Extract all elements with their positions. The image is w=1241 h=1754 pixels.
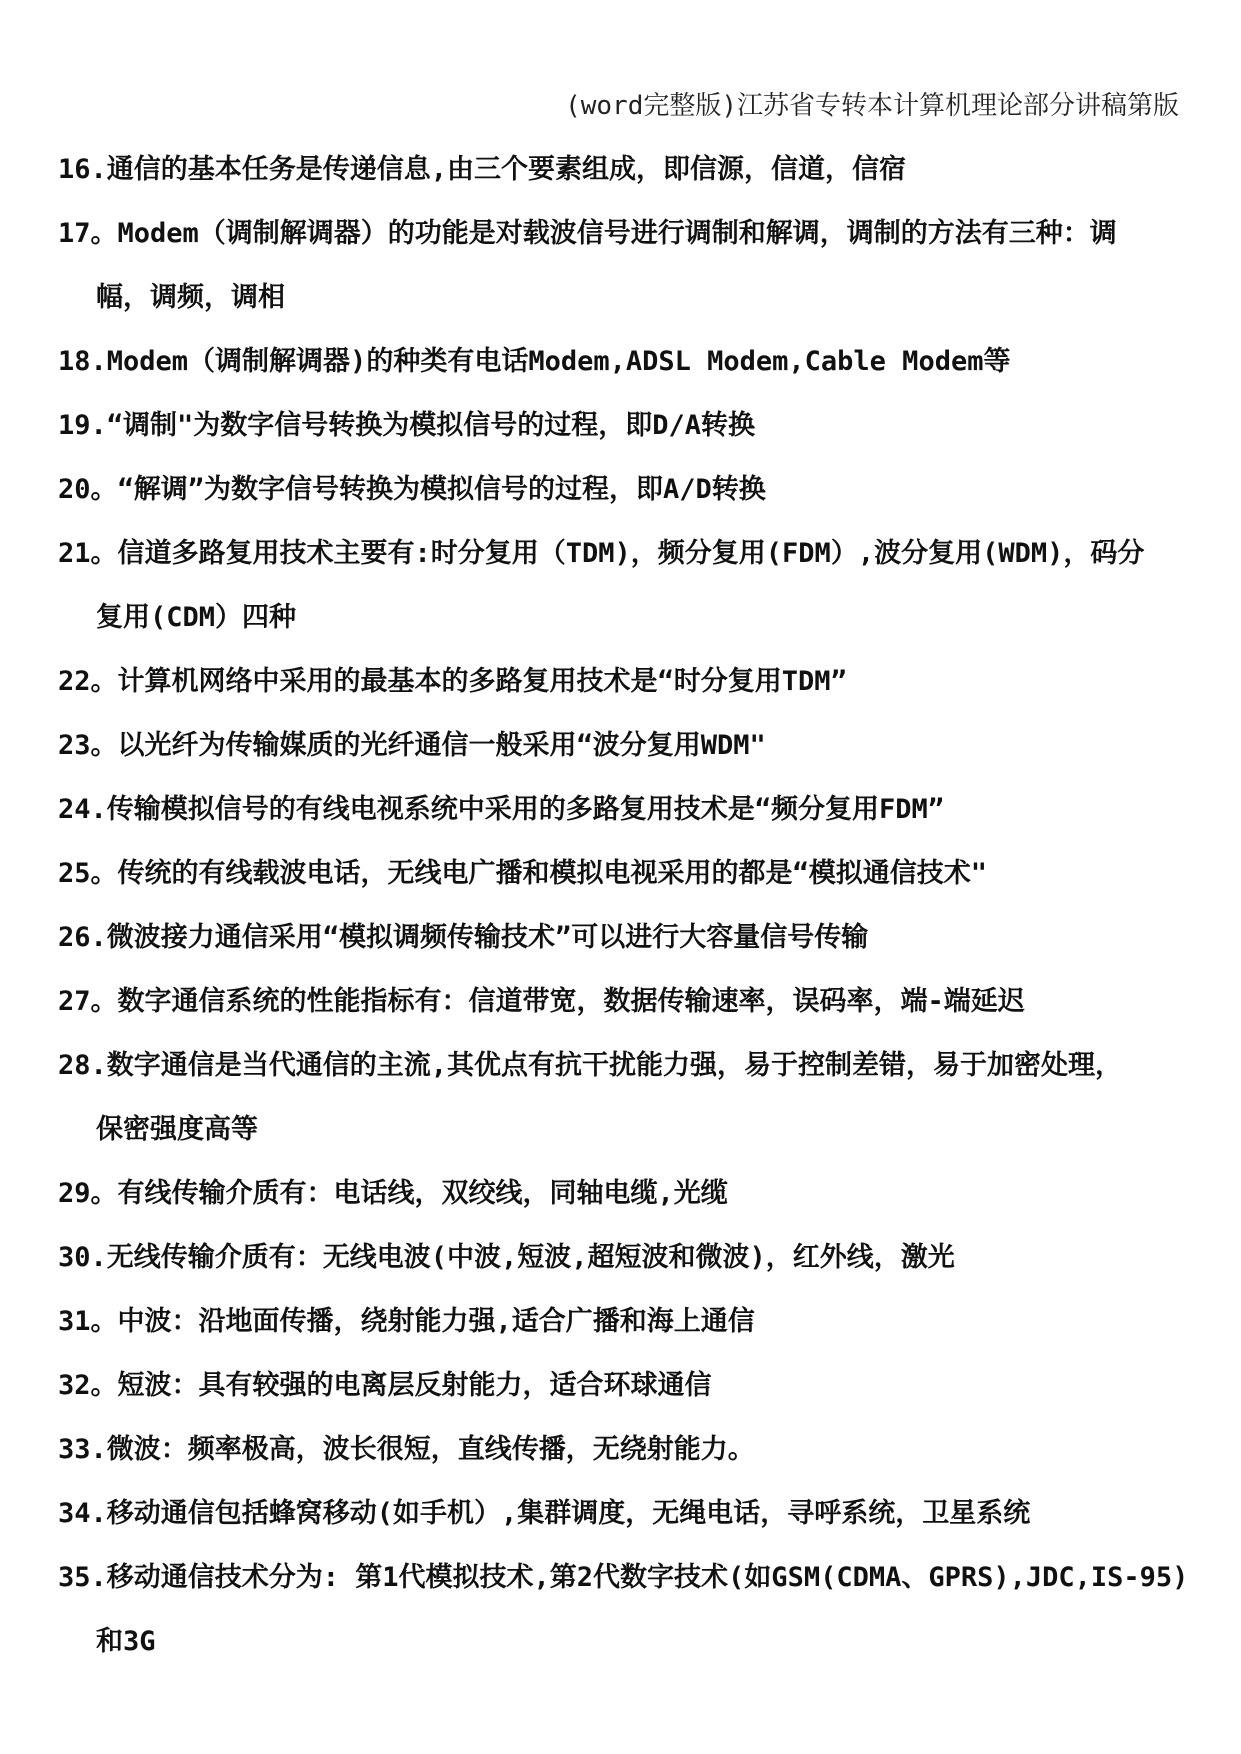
item-text [96,202,1193,330]
list-item [58,394,1193,458]
item-line: 通信的基本任务是传递信息,由三个要素组成，即信源，信道，信宿 [106,154,907,185]
item-number: 17。 [58,218,118,249]
item-number: 33. [58,1434,107,1465]
item-text [118,1354,1193,1418]
list-item [58,202,1193,330]
item-line: 传输模拟信号的有线电视系统中采用的多路复用技术是“频分复用FDM” [106,794,945,825]
item-number: 35. [58,1562,107,1593]
item-continuation-line: 保密强度高等 [96,1114,258,1145]
item-text [96,522,1193,650]
item-text [107,1482,1193,1546]
item-line: 数字通信是当代通信的主流,其优点有抗干扰能力强，易于控制差错，易于加密处理， [106,1050,1123,1081]
list-item [58,1354,1193,1418]
list-item [58,650,1193,714]
item-number: 29。 [58,1178,118,1209]
item-line: 传统的有线载波电话，无线电广播和模拟电视采用的都是“模拟通信技术" [117,858,988,889]
item-text [118,970,1193,1034]
item-text [107,1226,1193,1290]
item-line: 以光纤为传输媒质的光纤通信一般采用“波分复用WDM" [117,730,766,761]
item-number: 30. [58,1242,107,1273]
item-number: 18. [58,346,107,377]
item-number: 25。 [58,858,118,889]
item-number: 21。 [58,538,118,569]
item-text [118,1162,1193,1226]
item-line: “解调”为数字信号转换为模拟信号的过程，即A/D转换 [117,474,766,505]
item-text [118,1290,1193,1354]
item-number: 31。 [58,1306,118,1337]
item-number: 26. [58,922,107,953]
item-continuation-line: 和3G [96,1626,156,1657]
item-number: 20。 [58,474,118,505]
item-text [107,778,1193,842]
item-line: Modem（调制解调器)的种类有电话Modem,ADSL Modem,Cable Modem等 [106,346,1011,377]
item-text [107,138,1193,202]
list-item [58,1482,1193,1546]
item-text [96,1034,1193,1162]
list-item [58,458,1193,522]
item-line: 有线传输介质有：电话线，双绞线，同轴电缆,光缆 [117,1178,728,1209]
item-line: 移动通信技术分为: 第1代模拟技术,第2代数字技术(如GSM(CDMA、GPRS),JDC,IS-95) [106,1562,1189,1593]
item-text [118,458,1193,522]
list-item [58,1162,1193,1226]
list-item [58,778,1193,842]
item-line: 数字通信系统的性能指标有：信道带宽，数据传输速率，误码率，端-端延迟 [117,986,1025,1017]
list-item [58,842,1193,906]
item-text [107,1418,1193,1482]
page-header: (word完整版)江苏省专转本计算机理论部分讲稿第版 [565,91,1179,121]
list-item [58,330,1193,394]
list-item [58,1290,1193,1354]
list-item [58,1226,1193,1290]
item-line: 微波：频率极高，波长很短，直线传播，无绕射能力。 [106,1434,755,1465]
item-number: 23。 [58,730,118,761]
item-number: 27。 [58,986,118,1017]
item-line: 中波：沿地面传播，绕射能力强,适合广播和海上通信 [117,1306,755,1337]
item-line: 短波：具有较强的电离层反射能力，适合环球通信 [117,1370,712,1401]
item-line: Modem（调制解调器）的功能是对载波信号进行调制和解调，调制的方法有三种：调 [117,218,1117,249]
item-line: 计算机网络中采用的最基本的多路复用技术是“时分复用TDM” [117,666,847,697]
item-continuation-line: 复用(CDM）四种 [96,602,297,633]
item-line: 微波接力通信采用“模拟调频传输技术”可以进行大容量信号传输 [106,922,869,953]
list-item [58,522,1193,650]
list-item [58,1034,1193,1162]
item-line: 无线传输介质有：无线电波(中波,短波,超短波和微波)，红外线，激光 [106,1242,955,1273]
item-number: 32。 [58,1370,118,1401]
item-text [107,330,1193,394]
item-text [107,394,1193,458]
item-continuation-line: 幅，调频，调相 [96,282,285,313]
item-number: 24. [58,794,107,825]
list-item [58,1546,1193,1674]
list-item [58,970,1193,1034]
item-number: 22。 [58,666,118,697]
item-text [107,906,1193,970]
item-number: 28. [58,1050,107,1081]
list-item [58,714,1193,778]
item-number: 19. [58,410,107,441]
item-list [58,138,1193,1674]
item-text [118,650,1193,714]
list-item [58,906,1193,970]
item-number: 34. [58,1498,107,1529]
item-line: 信道多路复用技术主要有:时分复用（TDM)，频分复用(FDM）,波分复用(WDM)，码分 [117,538,1145,569]
list-item [58,138,1193,202]
item-text [96,1546,1193,1674]
item-number: 16. [58,154,107,185]
item-text [118,714,1193,778]
item-line: “调制"为数字信号转换为模拟信号的过程，即D/A转换 [106,410,756,441]
list-item [58,1418,1193,1482]
item-line: 移动通信包括蜂窝移动(如手机）,集群调度，无绳电话，寻呼系统，卫星系统 [106,1498,1031,1529]
item-text [118,842,1193,906]
